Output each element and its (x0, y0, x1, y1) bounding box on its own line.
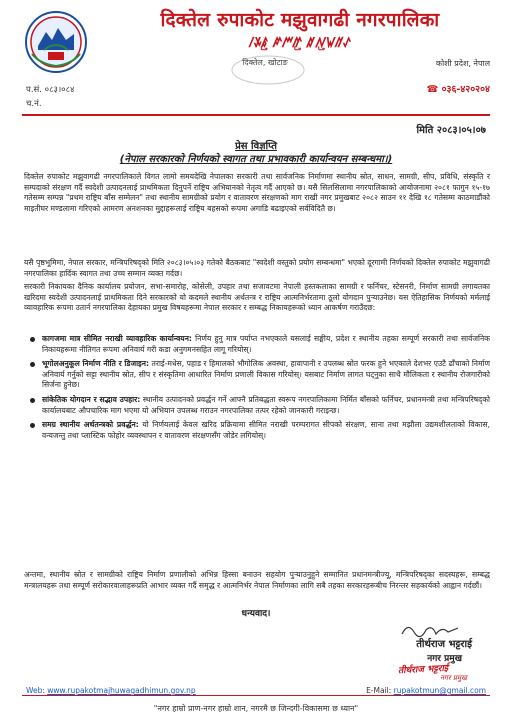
thanks-text: धन्यवाद। (241, 609, 271, 619)
footer-slogan: "नगर हाम्रो प्राण-नगर हाम्रो शान, नगरमै छ जिन्दगी-विकासमा छ ध्यान" (153, 704, 359, 713)
footer-website (26, 686, 196, 695)
phone-number: ☎ ०३६-४२०२०४ (426, 84, 490, 95)
demand-text: स्थानीय उत्पादनको प्रवर्द्धन गर्ने आफ्नै प्रतिबद्धता स्वरूप नगरपालिकामा निर्मित बाँसको फर्निचर, प्रधानमन्त्री तथा मन्त्रिपरिषद्को कार्यालयबाट औपचारिक माग भएमा यो अभियान उपलब्ध गराउन नगरपालिका तत्पर रहेको जानकारी गराइन्छ। (42, 394, 491, 415)
province-label: कोशी प्रदेश, नेपाल (435, 59, 490, 68)
email-link[interactable]: rupakotmun@gmail.com (393, 686, 486, 695)
list-item (24, 359, 490, 391)
demand-heading: कागजमा मात्र सीमित नराखी व्यावहारिक कार्यान्वयन: (42, 334, 192, 343)
list-item (24, 395, 490, 416)
municipality-title: दिक्तेल रुपाकोट मझुवागढी नगरपालिका (160, 9, 440, 31)
bullet-icon (30, 362, 35, 367)
bullet-icon (30, 337, 35, 342)
mayor-stamp-role: नगर प्रमुख (440, 674, 467, 682)
paragraph-attention: सरकारी निकायका दैनिक कार्यालय प्रयोजन, सभा-समारोह, कोसेली, उपहार तथा सजावटमा नेपाली हस्तकलाका सामग्री र फर्निचर, स्टेसनरी, निर्माण सामग्री लगायतका खरिदमा स्वदेशी उत्पादनलाई प्राथमिकता दिने सरकारको यो कदमले स्थानीय अर्थतन्त्र र राष्ट्रिय आत्मनिर्भरतामा ठूलो योगदान पुऱ्याउनेछ। यस ऐतिहासिक निर्णयको मर्मलाई व्यावहारिक रूपमा उतार्न नगरपालिका देहायका प्रमुख विषयहरूमा नेपाल सरकार र सम्बद्ध निकायहरूको ध्यान आकर्षण गराउँदछ: (24, 282, 490, 313)
email-label: E-Mail: (366, 686, 394, 695)
municipality-title-alt-script: ꤷꤸꤹ꤬ ꤺꤻꤼ꤬ ꤽꤾ꤬ꤿꥀꥁ (249, 35, 351, 51)
municipality-emblem-logo (24, 10, 88, 74)
header-divider (22, 114, 490, 116)
reference-number: प.सं. ०८३।०८४ (26, 85, 75, 95)
demand-list (24, 334, 490, 445)
mayor-stamp-name: तीर्थराज भट्टराई (397, 663, 449, 677)
notice-subtitle: (नेपाल सरकारको निर्णयको स्वागत तथा प्रभावकारी कार्यान्वयन सम्बन्धमा।) (119, 154, 393, 165)
notice-title: प्रेस विज्ञप्ति (235, 141, 277, 152)
paragraph-intro: दिक्तेल रुपाकोट मझुवागढी नगरपालिकाले विगत लामो समयदेखि नेपालका सरकारी तथा सार्वजनिक निर्माणमा स्थानीय स्रोत, साधन, सामग्री, सीप, प्रविधि, संस्कृति र सम्पदाको संरक्षण गर्दै स्वदेशी उत्पादनलाई प्राथमिकता दिनुपर्ने राष्ट्रिय अभियानको नेतृत्व गर्दै आएको छ। यसै सिलसिलामा नगरपालिकाको आयोजनामा २०८१ फागुन १५-१७ गतेसम्म सम्पन्न "प्रथम राष्ट्रिय बाँस सम्मेलन" तथा स्थानीय सामग्रीको प्रयोग र वातावरण संरक्षणको माग राखी नगर प्रमुखबाट २०८२ साउन ११ देखि १८ गतेसम्म काठमाडौंको माइतीघर मण्डलामा गरिएको आमरण अनशनका मुद्दाहरूलाई राष्ट्रिय बहसको रूपमा अगाडि बढाइएको सर्वविदितै छ। (24, 172, 490, 213)
demand-heading: सांकेतिक योगदान र सद्भाव उपहार: (42, 394, 141, 404)
list-item (24, 334, 490, 355)
signer-name: तीर्थराज भट्टराई (416, 639, 472, 650)
bullet-icon (30, 423, 35, 428)
paragraph-closing: अन्तमा, स्थानीय स्रोत र सामग्रीको राष्ट्रिय निर्माण प्रणालीको अभिन्न हिस्सा बनाउन सहयोग पुऱ्याउनुहुने सम्मानित प्रधानमन्त्रीज्यू, मन्त्रिपरिषद्का सदस्यहरू, सम्बद्ध मन्त्रालयहरू तथा सम्पूर्ण सरोकारवालाहरूप्रति आभार व्यक्त गर्दै समृद्ध र आत्मनिर्भर नेपाल निर्माणका लागि सबै तहका सरकारहरूबीच निरन्तर सहकार्यको आह्वान गर्दछौं। (24, 570, 490, 590)
list-item (24, 420, 490, 441)
demand-text: तराई-मधेस, पहाड र हिमालको भौगोलिक अवस्था, हावापानी र उपलब्ध स्रोत फरक हुने भएकाले देशभर एउटै ढाँचाको निर्माण अनिवार्य गर्नुको सट्टा स्थानीय स्रोत, सीप र संस्कृतिमा आधारित निर्माण प्रणाली विकास गरियोस्। यसबाट निर्माण लागत घट्नुका साथै मौलिकता र स्थानीय रोजगारीको सिर्जना हुनेछ। (42, 359, 490, 390)
website-label: Web: (26, 686, 48, 695)
dispatch-number: च.नं. (26, 99, 42, 109)
demand-heading: समग्र स्थानीय अर्थतन्त्रको प्रवर्द्धन: (42, 420, 139, 430)
office-address: दिक्तेल, खोटाङ (242, 58, 288, 67)
bullet-icon (30, 398, 35, 403)
signer-role: नगर प्रमुख (427, 654, 462, 664)
demand-text: निर्णय हुनु मात्र पर्याप्त नभएकाले यसलाई सङ्घीय, प्रदेश र स्थानीय तहका सम्पूर्ण सरकारी तथा सार्वजनिक निकायहरूमा नीतिगत रूपमा अनिवार्य गरी कडा अनुगमनसहित लागू गरियोस्। (42, 334, 490, 354)
document-date: मिति २०८३।०५।०७ (416, 125, 486, 136)
footer-email (366, 686, 486, 695)
paragraph-decision: यसै पृष्ठभूमिमा, नेपाल सरकार, मन्त्रिपरिषद्को मिति २०८३।०५।०३ गतेको बैठकबाट "स्वदेशी वस्तुको प्रयोग सम्बन्धमा" भएको दूरगामी निर्णयको दिक्तेल रुपाकोट मझुवागढी नगरपालिका हार्दिक स्वागत तथा उच्च सम्मान व्यक्त गर्दछ। (24, 258, 490, 278)
demand-text: यो निर्णयलाई केवल खरिद प्रक्रियामा सीमित नराखी परम्परागत सीपको संरक्षण, साना तथा मझौला उद्यमशीलताको विकास, वन्यजन्तु तथा प्लास्टिक फोहोर व्यवस्थापन र वातावरण संरक्षणसँग जोडेर लगियोस्। (42, 420, 490, 440)
website-link[interactable]: www.rupakotmajhuwagadhimun.gov.np (47, 686, 196, 695)
demand-heading: भूगोलअनुकूल निर्माण नीति र डिजाइन: (42, 359, 150, 369)
footer-divider (22, 695, 490, 696)
